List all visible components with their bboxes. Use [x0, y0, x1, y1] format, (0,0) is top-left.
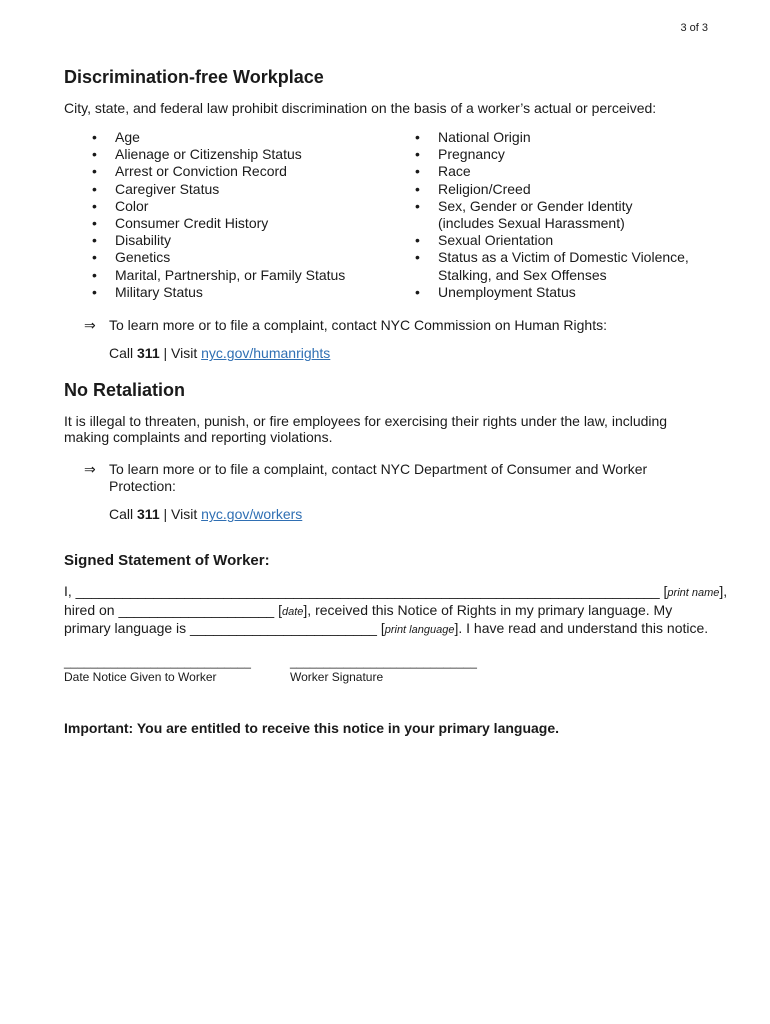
- humanrights-link[interactable]: nyc.gov/humanrights: [201, 345, 331, 362]
- print-name-hint: print name: [667, 587, 720, 600]
- protected-list-right: [415, 129, 705, 301]
- phone-number: 311: [137, 345, 160, 362]
- list-item: • Caregiver Status: [92, 181, 412, 198]
- page-number: 3 of 3: [680, 22, 708, 34]
- worker-protection-contact-text: To learn more or to file a complaint, contact NYC Department of Consumer and Worker Protection:: [109, 461, 648, 495]
- list-item: • Disability: [92, 232, 412, 249]
- statement-line-date: hired on ____________________ [date], received this Notice of Rights in my primary language. My: [64, 601, 673, 618]
- signed-statement: [64, 583, 728, 639]
- important-note: Important: You are entitled to receive this notice in your primary language.: [64, 719, 560, 736]
- human-rights-contact: [64, 317, 714, 334]
- list-item: • Arrest or Conviction Record: [92, 163, 412, 180]
- arrow-right-icon: ⇒: [84, 461, 96, 478]
- list-item: • Status as a Victim of Domestic Violence, Stalking, and Sex Offenses: [415, 249, 705, 283]
- retaliation-title: No Retaliation: [64, 380, 186, 401]
- document-body: [64, 66, 728, 737]
- worker-protection-call-line: Call 311 | Visit nyc.gov/workers: [109, 506, 303, 523]
- date-hint: date: [281, 605, 304, 618]
- list-item: • National Origin: [415, 129, 705, 146]
- list-item: • Pregnancy: [415, 146, 705, 163]
- discrimination-intro: City, state, and federal law prohibit discrimination on the basis of a worker’s actual or perceived:: [64, 100, 657, 116]
- arrow-right-icon: ⇒: [84, 317, 96, 334]
- list-item: • Sexual Orientation: [415, 232, 705, 249]
- print-language-hint: print language: [384, 624, 455, 637]
- signed-statement-title: Signed Statement of Worker:: [64, 552, 270, 570]
- protected-list-left: [92, 129, 412, 301]
- date-notice-line: ____________________________: [64, 654, 251, 669]
- date-notice-label: Date Notice Given to Worker: [64, 669, 217, 684]
- list-item: • Color: [92, 198, 412, 215]
- phone-number: 311: [137, 506, 160, 523]
- workers-link[interactable]: nyc.gov/workers: [201, 506, 303, 523]
- list-item: • Unemployment Status: [415, 284, 705, 301]
- human-rights-contact-text: To learn more or to file a complaint, contact NYC Commission on Human Rights:: [109, 317, 607, 334]
- discrimination-title: Discrimination-free Workplace: [64, 67, 324, 87]
- list-item: • Marital, Partnership, or Family Status: [92, 267, 412, 284]
- statement-line-language: primary language is ________________________ [print language]. I have read and understand this notice.: [64, 620, 709, 637]
- list-item: • Consumer Credit History: [92, 215, 412, 232]
- worker-signature-label: Worker Signature: [290, 669, 384, 684]
- list-item: • Military Status: [92, 284, 412, 301]
- worker-signature-block: [290, 655, 477, 685]
- list-item: • Religion/Creed: [415, 181, 705, 198]
- protected-categories: [64, 129, 714, 301]
- date-notice-block: [64, 655, 290, 685]
- list-item: • Race: [415, 163, 705, 180]
- worker-signature-line: ____________________________: [290, 654, 477, 669]
- retaliation-text: It is illegal to threaten, punish, or fire employees for exercising their rights under the law, including making complaints and reporting violations.: [64, 413, 668, 446]
- worker-protection-contact: [64, 461, 714, 495]
- list-item: • Alienage or Citizenship Status: [92, 146, 412, 163]
- list-item: • Sex, Gender or Gender Identity (includes Sexual Harassment): [415, 198, 705, 232]
- list-item: • Age: [92, 129, 412, 146]
- human-rights-call-line: Call 311 | Visit nyc.gov/humanrights: [109, 345, 331, 362]
- signature-row: [64, 655, 714, 685]
- list-item: • Genetics: [92, 249, 412, 266]
- statement-line-name: I, ___________________________________________________________________________ [print name],: [64, 583, 728, 600]
